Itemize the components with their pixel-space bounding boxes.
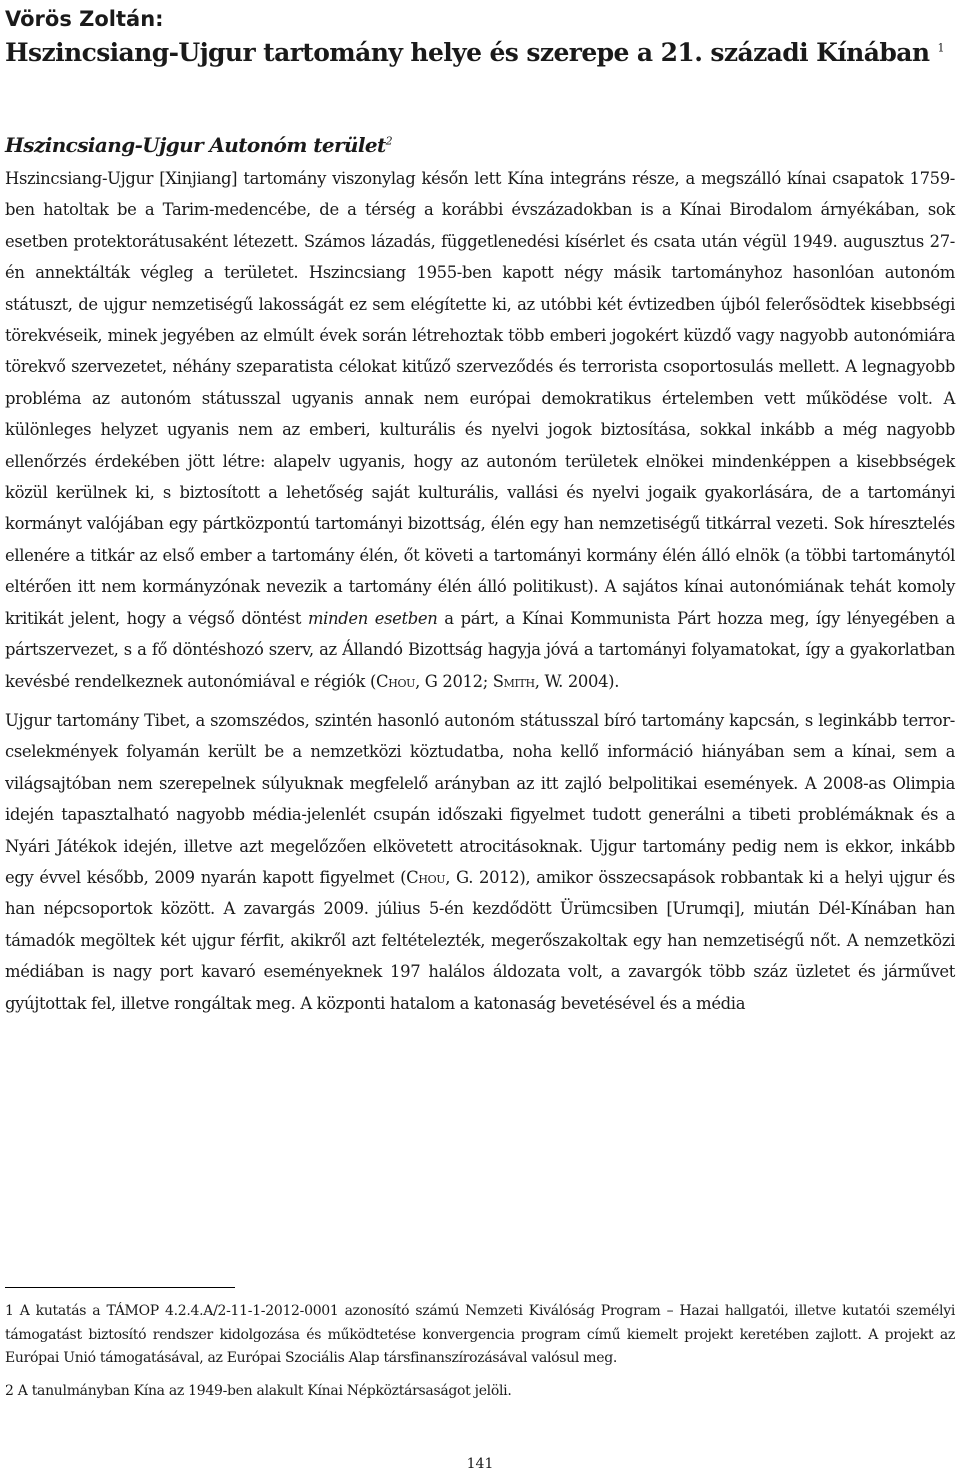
- footnote-2-number: 2: [5, 1382, 14, 1399]
- citation-author-chou-2: Chou: [406, 867, 446, 887]
- citation-author-smith: Smith: [492, 671, 535, 691]
- footnote-1-number: 1: [5, 1303, 14, 1319]
- section-title-text: Hszincsiang-Ujgur Autonóm terület: [5, 133, 386, 157]
- body-paragraph-1: [5, 163, 955, 697]
- citation-author-chou: Chou: [376, 671, 416, 691]
- page-number: 141: [466, 1456, 494, 1472]
- emphasis-text: minden esetben: [307, 608, 438, 628]
- footnote-2-text: A tanulmányban Kína az 1949-ben alakult Kínai Népköztársaságot jelöli.: [13, 1382, 512, 1399]
- article-title: [5, 36, 955, 70]
- section-title: [5, 127, 955, 163]
- document-page: [5, 0, 955, 1019]
- footnote-1-text: A kutatás a TÁMOP 4.2.4.A/2-11-1-2012-0001 azonosító számú Nemzeti Kiválóság Program – Hazai hallgatói, illetve kutatói személyi támogatást biztosító rendszer kidolgozása és működtetése konvergencia program című kiemelt projekt keretében zajlott. A projekt az Európai Unió támogatásával, az Európai Szociális Alap társfinanszírozásával valósul meg.: [5, 1303, 955, 1366]
- paragraph-2-text-b: , G. 2012), amikor összecsapások robbantak ki a helyi ujgur és han népcsoportok között. A zavargás 2009. július 5-én kezdődött Ürümcsiben [Urumqi], miután Dél-Kínában han támadók megöltek két ujgur férfit, akikről azt feltételezték, megerőszakoltak egy han nemzetiségű nőt. A nemzetközi médiában is nagy port kavaró eseményeknek 197 halálos áldozata volt, a zavargók több száz üzletet és járművet gyújtottak fel, illetve rongáltak meg. A központi hatalom a katonaság bevetésével és a média: [5, 867, 955, 1013]
- footnotes: [5, 1300, 955, 1412]
- body-paragraph-2: [5, 705, 955, 1019]
- footnote-divider: [5, 1287, 235, 1288]
- paragraph-1-text-b: a párt, a Kínai Kommunista Párt hozza meg, így lényegében a pártszervezet, s a fő döntéshozó szerv, az Állandó Bizottság hagyja jóvá a tartományi folyamatokat, így a gyakorlatban kevésbé rendelkeznek autonómiával e régiók (: [5, 608, 955, 691]
- paragraph-1-text-a: Hszincsiang-Ujgur [Xinjiang] tartomány viszonylag későn lett Kína integráns része, a megszálló kínai csapatok 1759-ben hatoltak be a Tarim-medencébe, de a térség a korábbi évszázadokban is a Kínai Birodalom árnyékában, sok esetben protektorátusaként létezett. Számos lázadás, függetlenedési kísérlet és csata után végül 1949. augusztus 27-én annektálták végleg a területet. Hszincsiang 1955-ben kapott négy másik tartományhoz hasonlóan autonóm státuszt, de ujgur nemzetiségű lakosságát ez sem elégítette ki, az utóbbi két évtizedben újból felerősödtek kisebbségi törekvéseik, minek jegyében az elmúlt évek során létrehoztak több emberi jogokért küzdő vagy nagyobb autonómiára törekvő szervezetet, néhány szeparatista célokat kitűző szerveződés és terrorista csoportosulás mellett. A legnagyobb probléma az autonóm státusszal ugyanis annak nem európai demokratikus értelemben vett működése volt. A különleges helyzet ugyanis nem az emberi, kulturális és nyelvi jogok biztosítása, sokkal inkább a még nagyobb ellenőrzés érdekében jött létre: alapelv ugyanis, hogy az autonóm területek elnökei mindenképpen a kisebbségek közül kerülnek ki, s biztosított a lehetőség saját kulturális, vallási és nyelvi jogaik gyakorlására, de a tartományi kormányt valójában egy pártközpontú tartományi bizottság, élén egy han nemzetiségű titkárral vezeti. Sok híresztelés ellenére a titkár az első ember a tartomány élén, őt követi a tartományi kormány élén álló elnök (a többi tartománytól eltérően itt nem kormányzónak nevezik a tartomány élén álló politikust). A sajátos kínai autonómiának tehát komoly kritikát jelent, hogy a végső döntést: [5, 169, 955, 628]
- title-text: Hszincsiang-Ujgur tartomány helye és szerepe a 21. századi Kínában: [5, 38, 930, 67]
- citation-rest-1: , G 2012;: [415, 671, 493, 691]
- footnote-ref-1[interactable]: 1: [937, 41, 944, 55]
- footnote-2: [5, 1380, 955, 1404]
- citation-rest-2: , W. 2004).: [534, 671, 620, 691]
- author-text: Vörös Zoltán:: [5, 7, 164, 31]
- paragraph-2-text-a: Ujgur tartomány Tibet, a szomszédos, szintén hasonló autonóm státusszal bíró tartomány kapcsán, s leginkább terror-cselekmények folyamán került be a nemzetközi köztudatba, noha kellő információ hiányában sem a kínai, sem a világsajtóban nem szerepelnek súlyuknak megfelelő arányban az itt zajló belpolitikai események. A 2008-as Olimpia idején tapasztalható nagyobb média-jelenlét csupán időszaki figyelmet tudott generálni a tibeti problémáknak és a Nyári Játékok idején, illetve azt megelőzően elkövetett atrocitásoknak. Ujgur tartomány pedig nem is ekkor, inkább egy évvel később, 2009 nyarán kapott figyelmet (: [5, 710, 955, 887]
- footnote-1: [5, 1300, 955, 1371]
- author-name: [5, 0, 955, 36]
- footnote-ref-2[interactable]: 2: [385, 134, 393, 148]
